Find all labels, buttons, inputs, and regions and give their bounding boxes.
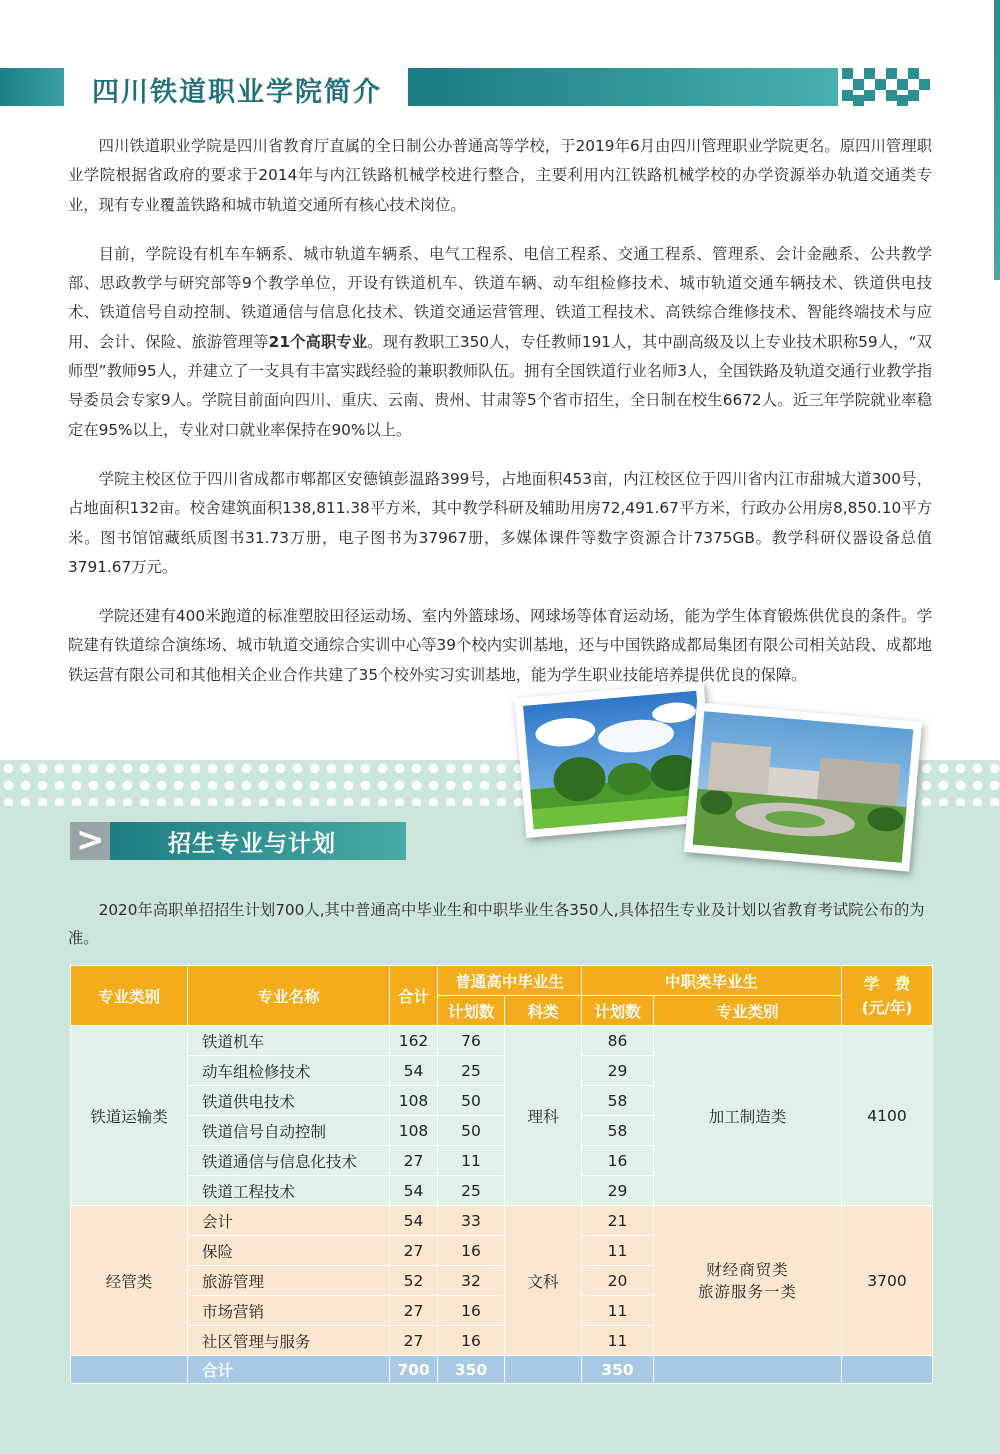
row-general: 11 [438,1146,505,1176]
section-title: 招生专业与计划 [168,831,336,857]
intro-paragraph-4: 学院还建有400米跑道的标准塑胶田径运动场、室内外篮球场、网球场等体育运动场，能为学生体育锻炼供优良的条件。学院建有铁道综合演练场、城市轨道交通综合实训中心等39个校内实训基地，还与中国铁路成都局集团有限公司相关站段、成都地铁运营有限公司和其他相关企业合作共建了35个校外实习实训基地，能为学生职业技能培养提供优良的保障。 [68,607,932,684]
group1-category: 铁道运输类 [71,1026,188,1206]
row-general: 16 [438,1296,505,1326]
row-name: 铁道工程技术 [188,1176,390,1206]
intro-paragraph-1: 四川铁道职业学院是四川省教育厅直属的全日制公办普通高等学校，于2019年6月由四川管理职业学院更名。原四川管理职业学院根据省政府的要求于2014年与内江铁路机械学校进行整合，主要利用内江铁路机械学校的办学资源举办轨道交通类专业，现有专业覆盖铁路和城市轨道交通所有核心技术岗位。 [68,137,932,214]
header-fee [842,966,933,1026]
header-vocational: 中职类毕业生 [582,966,842,996]
row-general: 25 [438,1056,505,1086]
row-total: 54 [390,1206,438,1236]
row-total: 108 [390,1116,438,1146]
intro-section [68,132,932,710]
intro-paragraph-2 [68,240,932,445]
row-name: 会计 [188,1206,390,1236]
header-fee-line1: 学 费 [863,974,911,993]
total-empty-fee [842,1356,933,1384]
row-name: 保险 [188,1236,390,1266]
header-subject: 科类 [505,996,582,1026]
row-total: 108 [390,1086,438,1116]
group2-voc-category-line2: 旅游服务一类 [698,1282,798,1301]
header-fee-line2: (元/年) [861,998,913,1017]
row-total: 54 [390,1056,438,1086]
intro-paragraph-2-part-a: 目前，学院设有机车车辆系、城市轨道车辆系、电气工程系、电信工程系、交通工程系、管理系、会计金融系、公共教学部、思政教学与研究部等9个教学单位，开设有铁道机车、铁道车辆、动车组检修技术、城市轨道交通车辆技术、铁道供电技术、铁道信号自动控制、铁道通信与信息化技术、铁道交通运营管理、铁道工程技术、高铁综合维修技术、智能终端技术与应用、会计、保险、旅游管理等 [68,244,932,351]
table-row [71,1026,933,1056]
row-vocational: 20 [582,1266,654,1296]
table-header-row [71,966,933,996]
row-name: 铁道机车 [188,1026,390,1056]
row-general: 25 [438,1176,505,1206]
total-empty-category [654,1356,842,1384]
group1-subject: 理科 [505,1026,582,1206]
row-vocational: 21 [582,1206,654,1236]
group2-voc-category-line1: 财经商贸类 [706,1260,789,1279]
enrollment-table [70,965,933,1384]
checker-decoration [842,68,934,106]
group2-category: 经管类 [71,1206,188,1356]
row-general: 16 [438,1326,505,1356]
group2-fee: 3700 [842,1206,933,1356]
header-name: 专业名称 [188,966,390,1026]
table-row [71,1206,933,1236]
row-vocational: 86 [582,1026,654,1056]
total-label: 合计 [188,1356,390,1384]
row-name: 铁道信号自动控制 [188,1116,390,1146]
header-total: 合计 [390,966,438,1026]
row-total: 52 [390,1266,438,1296]
header-category: 专业类别 [71,966,188,1026]
header-plan: 计划数 [438,996,505,1026]
row-total: 27 [390,1296,438,1326]
header-left-bar [0,68,64,106]
row-name: 铁道通信与信息化技术 [188,1146,390,1176]
group2-subject: 文科 [505,1206,582,1356]
total-general: 350 [438,1356,505,1384]
row-total: 27 [390,1146,438,1176]
intro-paragraph-2-highlight: 21个高职专业 [268,332,368,351]
total-vocational: 350 [582,1356,654,1384]
row-vocational: 16 [582,1146,654,1176]
header-general: 普通高中毕业生 [438,966,582,996]
header-band [0,68,1000,106]
row-general: 16 [438,1236,505,1266]
header-plan2: 计划数 [582,996,654,1026]
right-edge-stripe [994,0,1000,280]
header-right-bar [408,68,838,106]
row-total: 27 [390,1326,438,1356]
row-vocational: 11 [582,1296,654,1326]
row-total: 54 [390,1176,438,1206]
row-name: 动车组检修技术 [188,1056,390,1086]
page-title: 四川铁道职业学院简介 [92,77,382,108]
header-voc-category: 专业类别 [654,996,842,1026]
row-vocational: 11 [582,1326,654,1356]
row-general: 32 [438,1266,505,1296]
campus-photo-buildings [684,702,922,871]
section-arrow-icon: > [70,822,110,860]
total-empty-cell [71,1356,188,1384]
table-total-row [71,1356,933,1384]
row-name: 铁道供电技术 [188,1086,390,1116]
row-name: 市场营销 [188,1296,390,1326]
row-vocational: 58 [582,1086,654,1116]
section-header [70,822,406,860]
row-vocational: 29 [582,1176,654,1206]
row-name: 社区管理与服务 [188,1326,390,1356]
intro-paragraph-2-part-c: 。现有教职工350人，专任教师191人，其中副高级及以上专业技术职称59人，“双师型”教师95人，并建立了一支具有丰富实践经验的兼职教师队伍。拥有全国铁道行业名师3人，全国铁路及轨道交通行业教学指导委员会专家9人。学院目前面向四川、重庆、云南、贵州、甘肃等5个省市招生，全日制在校生6672人。近三年学院就业率稳定在95%以上，专业对口就业率保持在90%以上。 [68,332,932,439]
row-total: 27 [390,1236,438,1266]
total-empty-subject [505,1356,582,1384]
group2-voc-category [654,1206,842,1356]
row-general: 50 [438,1116,505,1146]
row-total: 162 [390,1026,438,1056]
total-total: 700 [390,1356,438,1384]
plan-description: 2020年高职单招招生计划700人,其中普通高中毕业生和中职毕业生各350人,具体招生专业及计划以省教育考试院公布的为准。 [68,901,925,947]
intro-paragraph-3: 学院主校区位于四川省成都市郫都区安德镇彭温路399号，占地面积453亩，内江校区位于四川省内江市甜城大道300号，占地面积132亩。校舍建筑面积138,811.38平方米，其中教学科研及辅助用房72,491.67平方米，行政办公用房8,850.10平方米。图书馆馆藏纸质图书31.73万册，电子图书为37967册，多媒体课件等数字资源合计7375GB。教学科研仪器设备总值3791.67万元。 [68,469,932,576]
row-vocational: 58 [582,1116,654,1146]
group1-fee: 4100 [842,1026,933,1206]
campus-photo-trees [514,682,715,838]
group1-voc-category: 加工制造类 [654,1026,842,1206]
row-vocational: 11 [582,1236,654,1266]
row-general: 76 [438,1026,505,1056]
row-vocational: 29 [582,1056,654,1086]
row-general: 50 [438,1086,505,1116]
row-name: 旅游管理 [188,1266,390,1296]
row-general: 33 [438,1206,505,1236]
